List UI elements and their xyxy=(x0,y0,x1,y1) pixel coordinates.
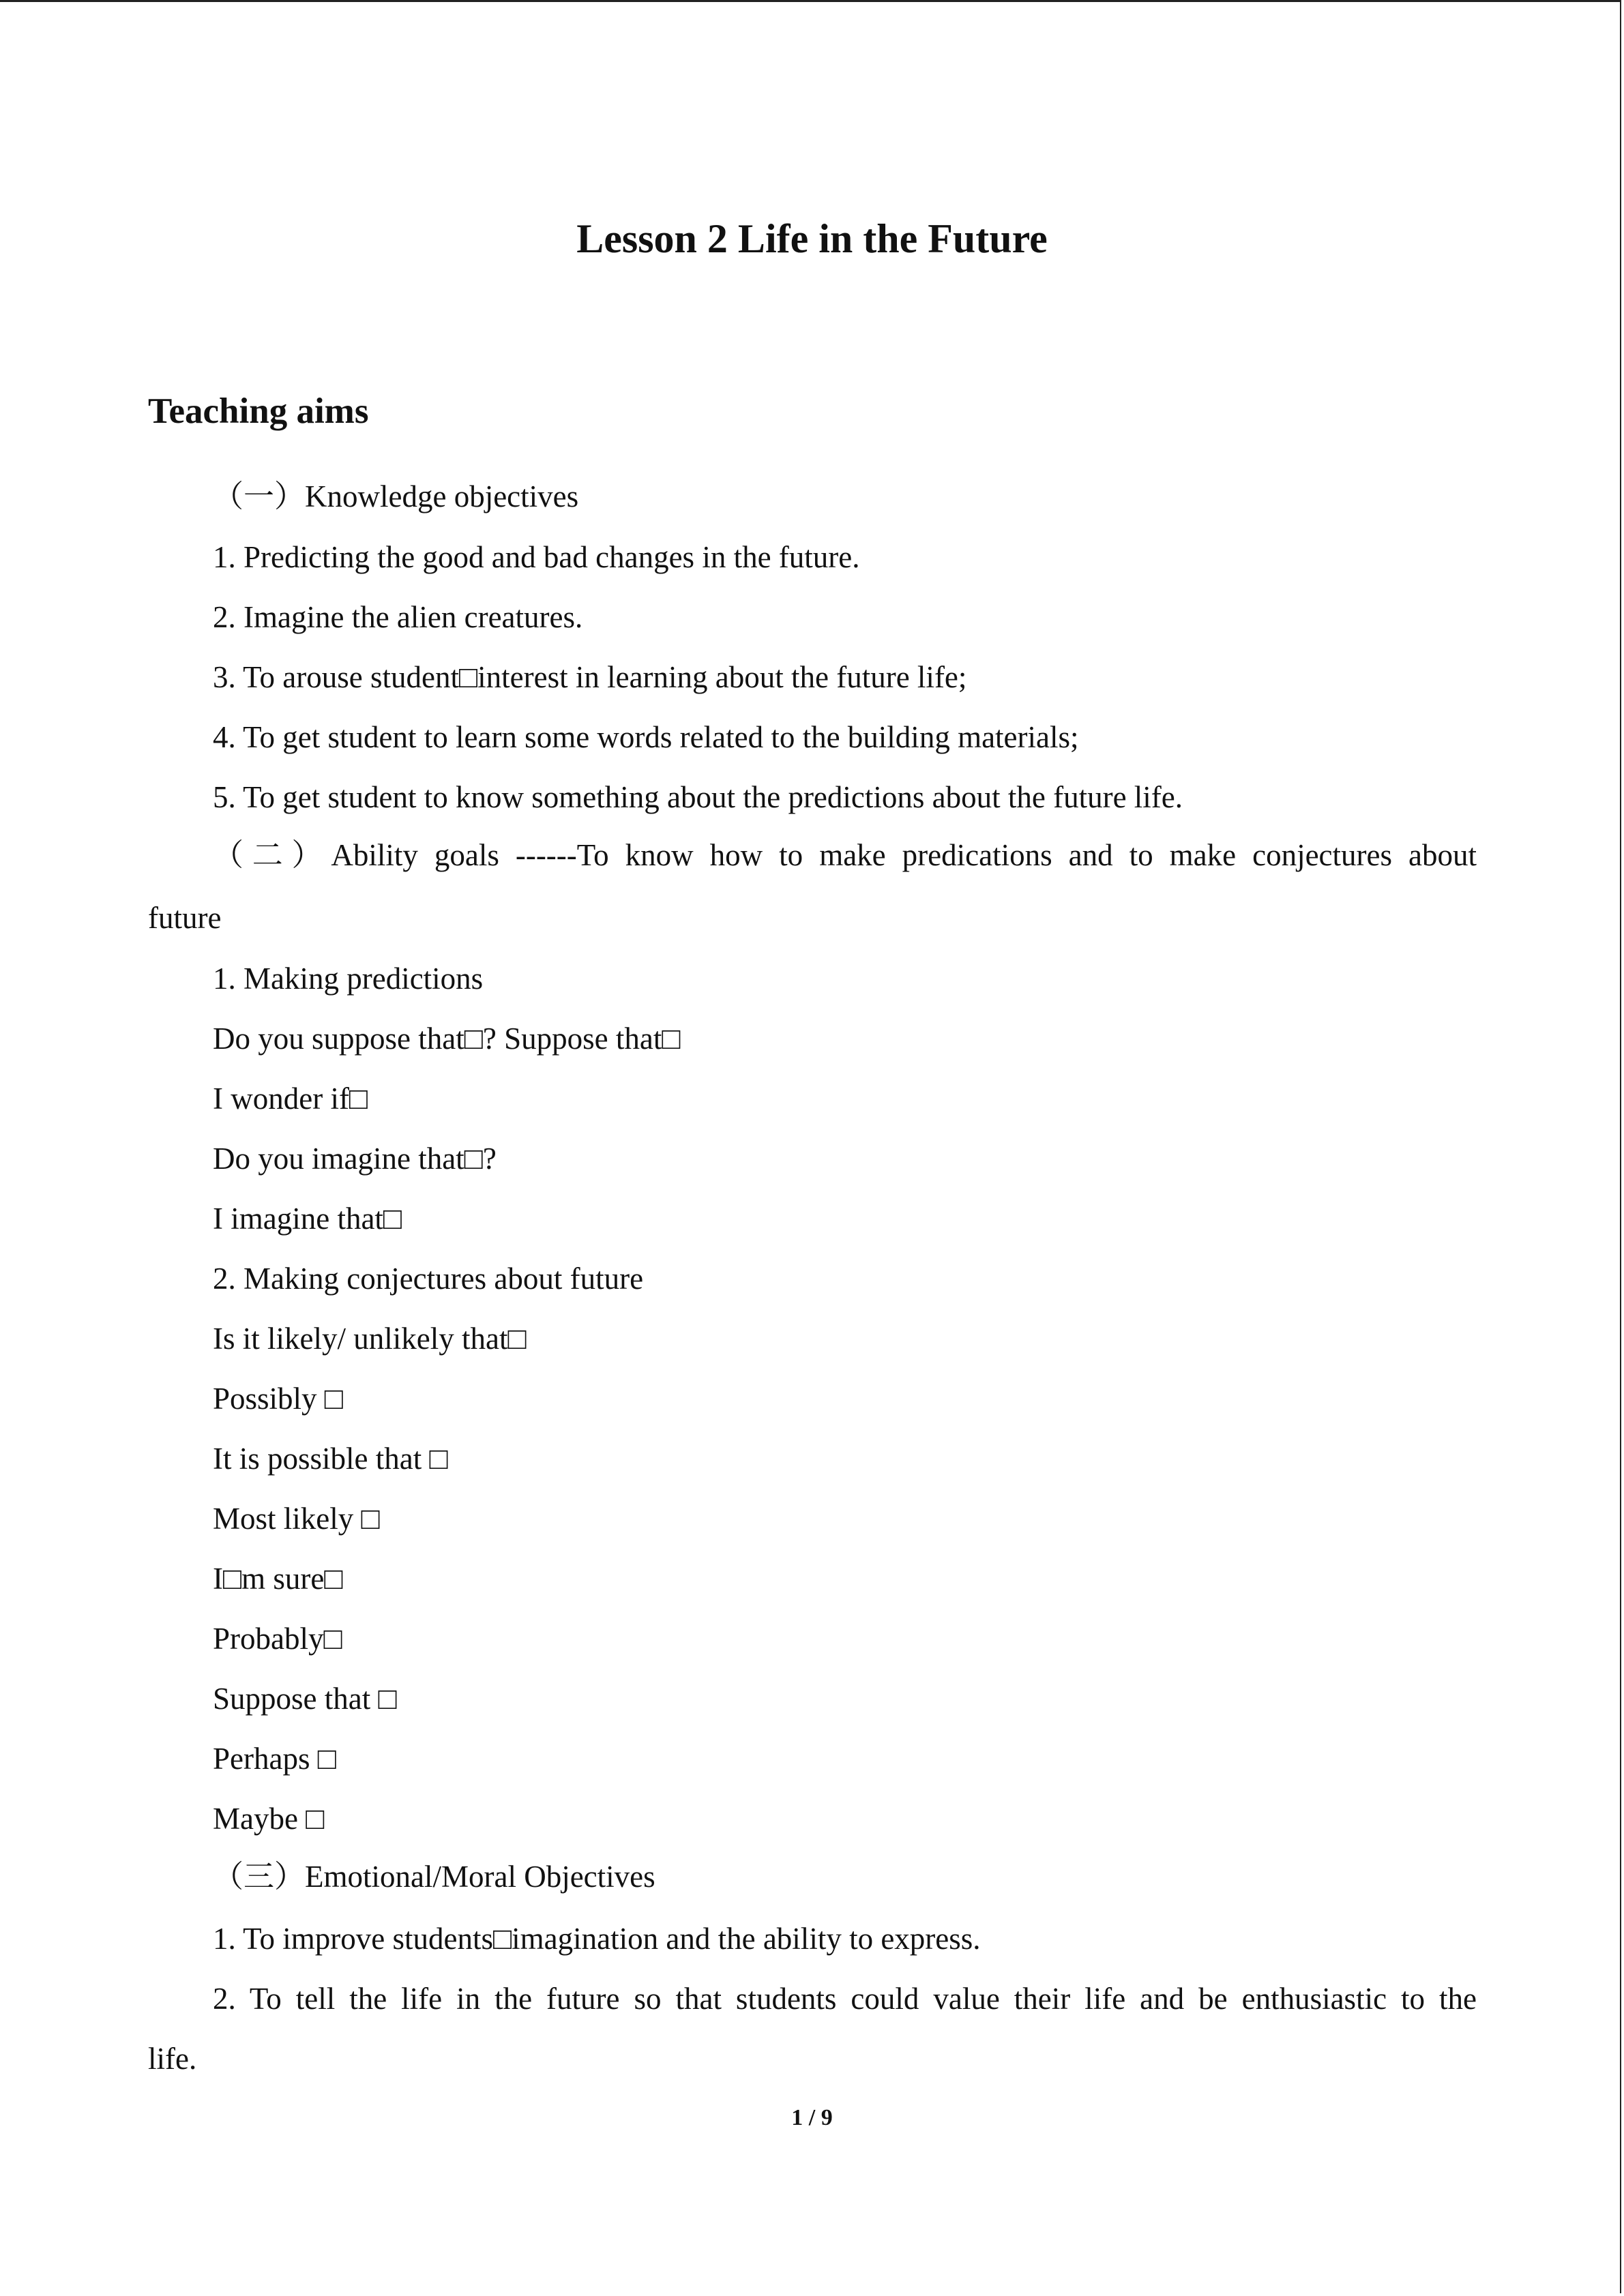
emotional-heading: （三）Emotional/Moral Objectives xyxy=(213,1860,655,1894)
prediction-phrase-1: Do you suppose that□? Suppose that□ xyxy=(213,1022,681,1056)
emotional-item-2-line1: 2. To tell the life in the future so that students could value their life and be enthusiastic to the xyxy=(213,1982,1477,2016)
emotional-item-2-line2: life. xyxy=(148,2042,197,2076)
knowledge-heading: （一）Knowledge objectives xyxy=(213,479,579,513)
knowledge-item-1: 1. Predicting the good and bad changes in the future. xyxy=(213,540,860,574)
knowledge-item-2: 2. Imagine the alien creatures. xyxy=(213,600,583,634)
page-number: 1 / 9 xyxy=(791,2105,833,2130)
ability-heading-line1: （二）Ability goals ------To know how to make predications and to make conjectures about xyxy=(213,838,1477,872)
document-title: Lesson 2 Life in the Future xyxy=(576,216,1048,261)
conjecture-phrase-6: Probably□ xyxy=(213,1622,342,1656)
conjecture-phrase-9: Maybe □ xyxy=(213,1802,325,1836)
section-heading: Teaching aims xyxy=(148,391,369,431)
knowledge-item-3: 3. To arouse student□interest in learning about the future life; xyxy=(213,660,967,694)
conjecture-phrase-8: Perhaps □ xyxy=(213,1742,336,1776)
conjecture-phrase-5: I□m sure□ xyxy=(213,1562,343,1596)
prediction-phrase-4: I imagine that□ xyxy=(213,1202,402,1236)
emotional-item-1: 1. To improve students□imagination and the ability to express. xyxy=(213,1922,981,1956)
conjecture-phrase-2: Possibly □ xyxy=(213,1382,343,1416)
conjecture-phrase-1: Is it likely/ unlikely that□ xyxy=(213,1322,527,1356)
conjecture-phrase-4: Most likely □ xyxy=(213,1502,380,1536)
prediction-phrase-2: I wonder if□ xyxy=(213,1082,368,1116)
ability-heading-line2: future xyxy=(148,901,222,935)
predictions-heading: 1. Making predictions xyxy=(213,961,484,996)
conjectures-heading: 2. Making conjectures about future xyxy=(213,1262,644,1296)
prediction-phrase-3: Do you imagine that□? xyxy=(213,1142,497,1176)
conjecture-phrase-7: Suppose that □ xyxy=(213,1682,397,1716)
knowledge-item-5: 5. To get student to know something about the predictions about the future life. xyxy=(213,780,1183,814)
conjecture-phrase-3: It is possible that □ xyxy=(213,1442,448,1476)
knowledge-item-4: 4. To get student to learn some words related to the building materials; xyxy=(213,720,1079,754)
